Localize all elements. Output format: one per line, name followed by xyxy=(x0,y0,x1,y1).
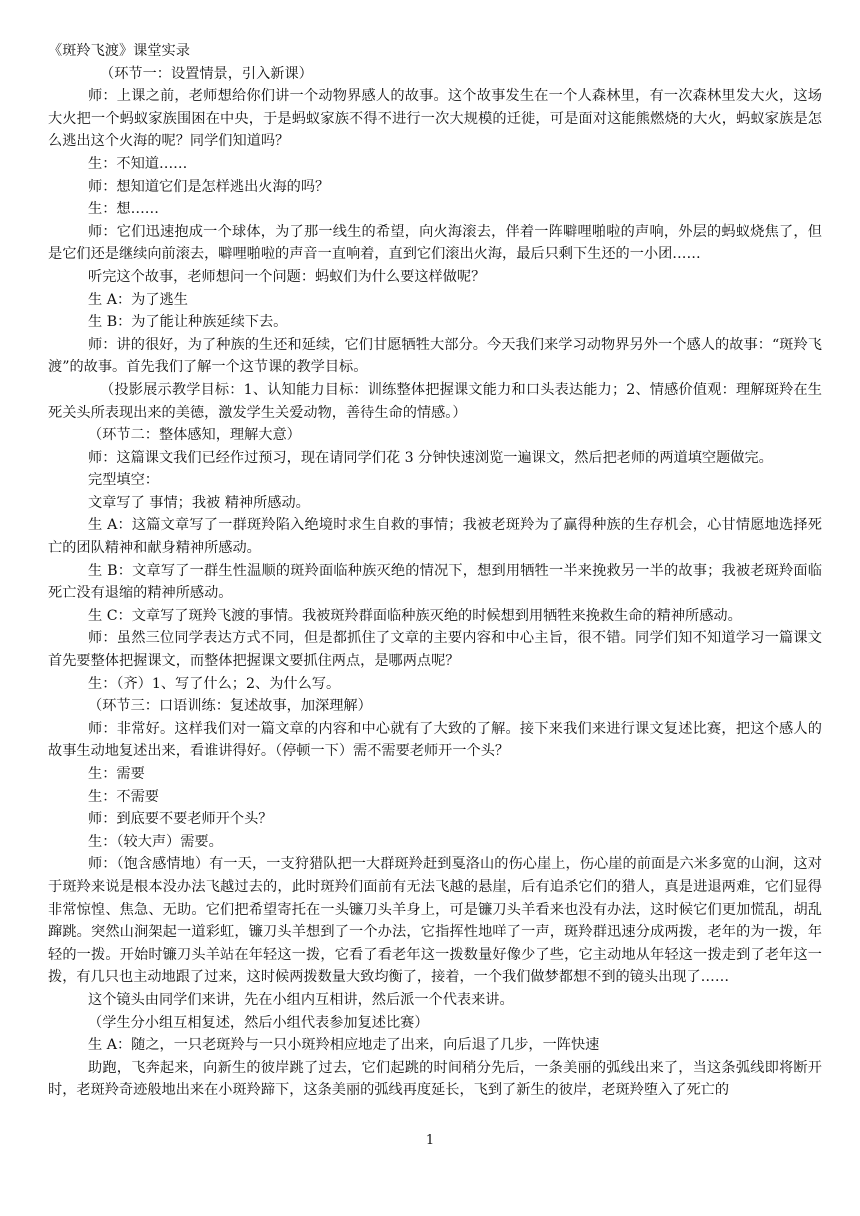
paragraph: 生：需要 xyxy=(88,766,145,782)
section-heading: （环节三：口语训练：复述故事，加深理解） xyxy=(88,698,372,715)
paragraph: 师：它们迅速抱成一个球体，为了那一线生的希望，向火海滚去，伴着一阵噼哩啪啦的声响，外层的蚂蚁烧焦了，但是它们还是继续向前滚去，噼哩啪啦的声音一直响着，直到它们滚出火海，最后只剩下生还的一小团…… xyxy=(48,223,822,263)
paragraph: （学生分小组互相复述，然后小组代表参加复述比赛） xyxy=(88,1014,429,1031)
paragraph: 生：不需要 xyxy=(88,788,159,805)
paragraph: 生 A：为了逃生 xyxy=(88,291,188,308)
paragraph: 文章写了 事情；我被 精神所感动。 xyxy=(88,494,310,511)
paragraph: 师：（饱含感情地）有一天，一支狩猎队把一大群斑羚赶到戛洛山的伤心崖上，伤心崖的前面是六米多宽的山涧，这对于斑羚来说是根本没办法飞越过去的，此时斑羚们面前有无法飞越的悬崖，后有追杀它们的猎人，真是进退两难，它们显得非常惊惶、焦急、无助。它们把希望寄托在一头镰刀头羊身上，可是镰刀头羊看来也没有办法，这时候它们更加慌乱，胡乱蹿跳。突然山涧架起一道彩虹，镰刀头羊想到了一个办法，它指挥性地咩了一声，斑羚群迅速分成两拨，老年的为一拨，年轻的一拨。开始时镰刀头羊站在年轻这一拨，它看了看老年这一拨数量好像少了些，它主动地从年轻这一拨走到了老年这一拨，有几只也主动地跟了过来，这时候两拨数量大致均衡了，接着，一个我们做梦都想不到的镜头出现了…… xyxy=(48,856,822,986)
paragraph: 生 A：这篇文章写了一群斑羚陷入绝境时求生自救的事情；我被老斑羚为了赢得种族的生存机会，心甘情愿地选择死亡的团队精神和献身精神所感动。 xyxy=(48,517,822,557)
paragraph: 生：想…… xyxy=(88,201,159,218)
paragraph: 生：（齐）1、写了什么；2、为什么写。 xyxy=(88,675,341,692)
paragraph: （投影展示教学目标：1、认知能力目标：训练整体把握课文能力和口头表达能力；2、情感价值观：理解斑羚在生死关头所表现出来的美德，激发学生关爱动物，善待生命的情感。） xyxy=(48,381,822,421)
paragraph: 生 B：为了能让种族延续下去。 xyxy=(88,314,288,331)
section-heading: （环节一：设置情景，引入新课） xyxy=(100,65,313,82)
paragraph: 师：到底要不要老师开个头？ xyxy=(88,811,273,828)
paragraph: 完型填空： xyxy=(88,472,159,489)
paragraph: 师：讲的很好，为了种族的生还和延续，它们甘愿牺牲大部分。今天我们来学习动物界另外一个感人的故事：“斑羚飞渡”的故事。首先我们了解一个这节课的教学目标。 xyxy=(48,336,822,376)
paragraph: 这个镜头由同学们来讲，先在小组内互相讲，然后派一个代表来讲。 xyxy=(88,991,514,1008)
page-number: 1 xyxy=(425,1133,435,1148)
paragraph: 师：非常好。这样我们对一篇文章的内容和中心就有了大致的了解。接下来我们来进行课文复述比赛，把这个感人的故事生动地复述出来，看谁讲得好。（停顿一下）需不需要老师开一个头？ xyxy=(48,720,822,760)
paragraph: 生 C：文章写了斑羚飞渡的事情。我被斑羚群面临种族灭绝的时候想到用牺牲来挽救生命的精神所感动。 xyxy=(88,607,742,624)
paragraph: 生：（较大声）需要。 xyxy=(88,833,223,850)
paragraph: 听完这个故事，老师想问一个问题：蚂蚁们为什么要这样做呢？ xyxy=(88,268,486,285)
section-heading: （环节二：整体感知，理解大意） xyxy=(88,427,301,444)
paragraph: 生 B：文章写了一群生性温顺的斑羚面临种族灭绝的情况下，想到用牺牲一半来挽救另一半的故事；我被老斑羚面临死亡没有退缩的精神所感动。 xyxy=(48,562,822,602)
paragraph: 助跑，飞奔起来，向新生的彼岸跳了过去，它们起跳的时间稍分先后，一条美丽的弧线出来了，当这条弧线即将断开时，老斑羚奇迹般地出来在小斑羚蹄下，这条美丽的弧线再度延长，飞到了新生的彼岸，老斑羚堕入了死亡的 xyxy=(48,1059,822,1099)
document-body xyxy=(48,40,822,1102)
paragraph: 师：上课之前，老师想给你们讲一个动物界感人的故事。这个故事发生在一个人森林里，有一次森林里发大火，这场大火把一个蚂蚁家族围困在中央，于是蚂蚁家族不得不进行一次大规模的迁徙，可是面对这能熊燃烧的大火，蚂蚁家族是怎么逃出这个火海的呢？同学们知道吗？ xyxy=(48,88,822,150)
paragraph: 生：不知道…… xyxy=(88,155,188,172)
paragraph: 生 A：随之，一只老斑羚与一只小斑羚相应地走了出来，向后退了几步，一阵快速 xyxy=(88,1037,600,1054)
document-title: 《斑羚飞渡》课堂实录 xyxy=(48,43,190,59)
paragraph: 师：这篇课文我们已经作过预习，现在请同学们花 3 分钟快速浏览一遍课文，然后把老师的两道填空题做完。 xyxy=(88,449,773,466)
paragraph: 师：想知道它们是怎样逃出火海的吗？ xyxy=(88,178,330,195)
paragraph: 师：虽然三位同学表达方式不同，但是都抓住了文章的主要内容和中心主旨，很不错。同学们知不知道学习一篇课文首先要整体把握课文，而整体把握课文要抓住两点，是哪两点呢？ xyxy=(48,630,822,670)
